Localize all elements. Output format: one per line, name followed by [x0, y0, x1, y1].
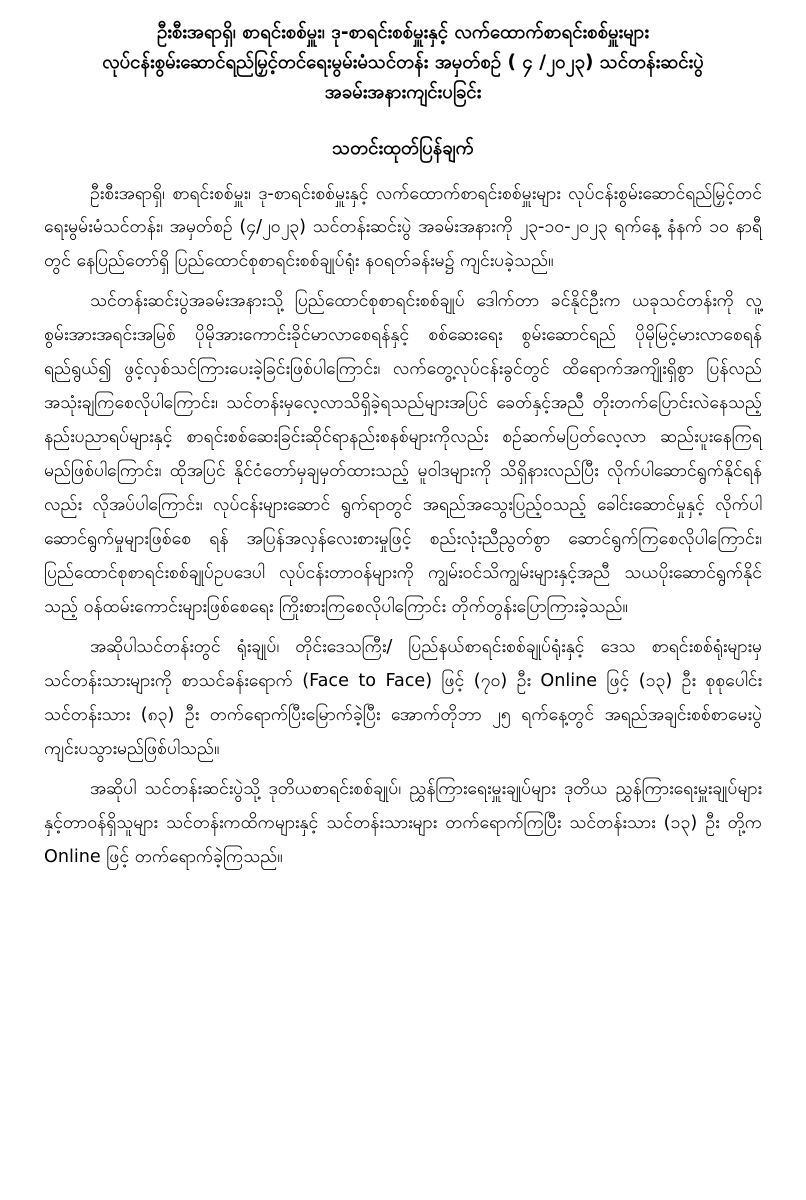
paragraph-1: ဦးစီးအရာရှိ၊ စာရင်းစစ်မှူး၊ ဒု-စာရင်းစစ်မှူးနှင့် လက်ထောက်စာရင်းစစ်မှူးများ လုပ်ငန်းစွမ်းဆောင်ရည်မြှင့်တင်ရေးမွမ်းမံသင်တန်း၊ အမှတ်စဉ် (၄/၂၀၂၃) သင်တန်းဆင်းပွဲ အခမ်းအနားကို ၂၃-၁၀-၂၀၂၃ ရက်နေ့ နံနက် ၁၀ နာရီတွင် နေပြည်တော်ရှိ ပြည်ထောင်စုစာရင်းစစ်ချုပ်ရုံး နဝရတ်ခန်းမ၌ ကျင်းပခဲ့သည်။ [44, 183, 762, 272]
paragraph-2: သင်တန်းဆင်းပွဲအခမ်းအနားသို့ ပြည်ထောင်စုစာရင်းစစ်ချုပ် ဒေါက်တာ ခင်နိုင်ဦးက ယခုသင်တန်းကို လူ့စွမ်းအားအရင်းအမြစ် ပိုမိုအားကောင်းခိုင်မာလာစေရန်နှင့် စစ်ဆေးရေး စွမ်းဆောင်ရည် ပိုမိုမြင့်မားလာစေရန် ရည်ရွယ်၍ ဖွင့်လှစ်သင်ကြားပေးခဲ့ခြင်းဖြစ်ပါကြောင်း၊ လက်တွေ့လုပ်ငန်းခွင်တွင် ထိရောက်အကျိုးရှိစွာ ပြန်လည်အသုံးချကြစေလိုပါကြောင်း၊ သင်တန်းမှလေ့လာသိရှိခဲ့ရသည်များအပြင် ခေတ်နှင့်အညီ တိုးတက်ပြောင်းလဲနေသည့် နည်းပညာရပ်များနှင့် စာရင်းစစ်ဆေးခြင်းဆိုင်ရာနည်းစနစ်များကိုလည်း စဉ်ဆက်မပြတ်လေ့လာ ဆည်းပူးနေကြရမည်ဖြစ်ပါကြောင်း၊ ထိုအပြင် နိုင်ငံတော်မှချမှတ်ထားသည့် မူဝါဒများကို သိရှိနားလည်ပြီး လိုက်ပါဆောင်ရွက်နိုင်ရန်လည်း လိုအပ်ပါကြောင်း၊ လုပ်ငန်းများဆောင် ရွက်ရာတွင် အရည်အသွေးပြည့်ဝသည့် ခေါင်းဆောင်မှုနှင့် လိုက်ပါဆောင်ရွက်မှုများဖြစ်စေ ရန် အပြန်အလှန်လေးစားမှုဖြင့် စည်းလုံးညီညွတ်စွာ ဆောင်ရွက်ကြစေလိုပါကြောင်း၊ ပြည်ထောင်စုစာရင်းစစ်ချုပ်ဥပဒေပါ လုပ်ငန်းတာဝန်များကို ကျွမ်းဝင်သိကျွမ်းများနှင့်အညီ သယပိုးဆောင်ရွက်နိုင်သည့် ဝန်ထမ်းကောင်းများဖြစ်စေရေး ကြိုးစားကြစေလိုပါကြောင်း တိုက်တွန်းပြောကြားခဲ့သည်။ [44, 291, 762, 617]
title-line-2: လုပ်ငန်းစွမ်းဆောင်ရည်မြှင့်တင်ရေးမွမ်းမံသင်တန်း အမှတ်စဉ် ( ၄ /၂၀၂၃) သင်တန်းဆင်းပွဲ [102, 51, 704, 73]
paragraph-3: အဆိုပါသင်တန်းတွင် ရုံးချုပ်၊ တိုင်းဒေသကြီး/ ပြည်နယ်စာရင်းစစ်ချုပ်ရုံးနှင့် ဒေသ စာရင်းစစ်ရုံးများမှ သင်တန်းသားများကို စာသင်ခန်းရောက် (Face to Face) ဖြင့် (၇၀) ဦး Online ဖြင့် (၁၃) ဦး စုစုပေါင်းသင်တန်းသား (၈၃) ဦး တက်ရောက်ပြီးမြောက်ခဲ့ပြီး အောက်တိုဘာ ၂၅ ရက်နေ့တွင် အရည်အချင်းစစ်စာမေးပွဲ ကျင်းပသွားမည်ဖြစ်ပါသည်။ [44, 636, 762, 759]
document-title [44, 18, 762, 108]
paragraph-4: အဆိုပါ သင်တန်းဆင်းပွဲသို့ ဒုတိယစာရင်းစစ်ချုပ်၊ ညွှန်ကြားရေးမှူးချုပ်များ ဒုတိယ ညွှန်ကြားရေးမှူးချုပ်များနှင့်တာဝန်ရှိသူများ သင်တန်းကထိကများနှင့် သင်တန်းသားများ တက်ရောက်ကြပြီး သင်တန်းသား (၁၃) ဦး တို့က Online ဖြင့် တက်ရောက်ခဲ့ကြသည်။ [44, 778, 762, 867]
document-subtitle: သတင်းထုတ်ပြန်ချက် [332, 137, 474, 159]
document-body [44, 178, 762, 875]
title-line-1: ဦးစီးအရာရှိ၊ စာရင်းစစ်မှူး၊ ဒု-စာရင်းစစ်မှူးနှင့် လက်ထောက်စာရင်းစစ်မှူးများ [156, 22, 650, 43]
title-line-3: အခမ်းအနားကျင်းပခြင်း [324, 81, 482, 103]
